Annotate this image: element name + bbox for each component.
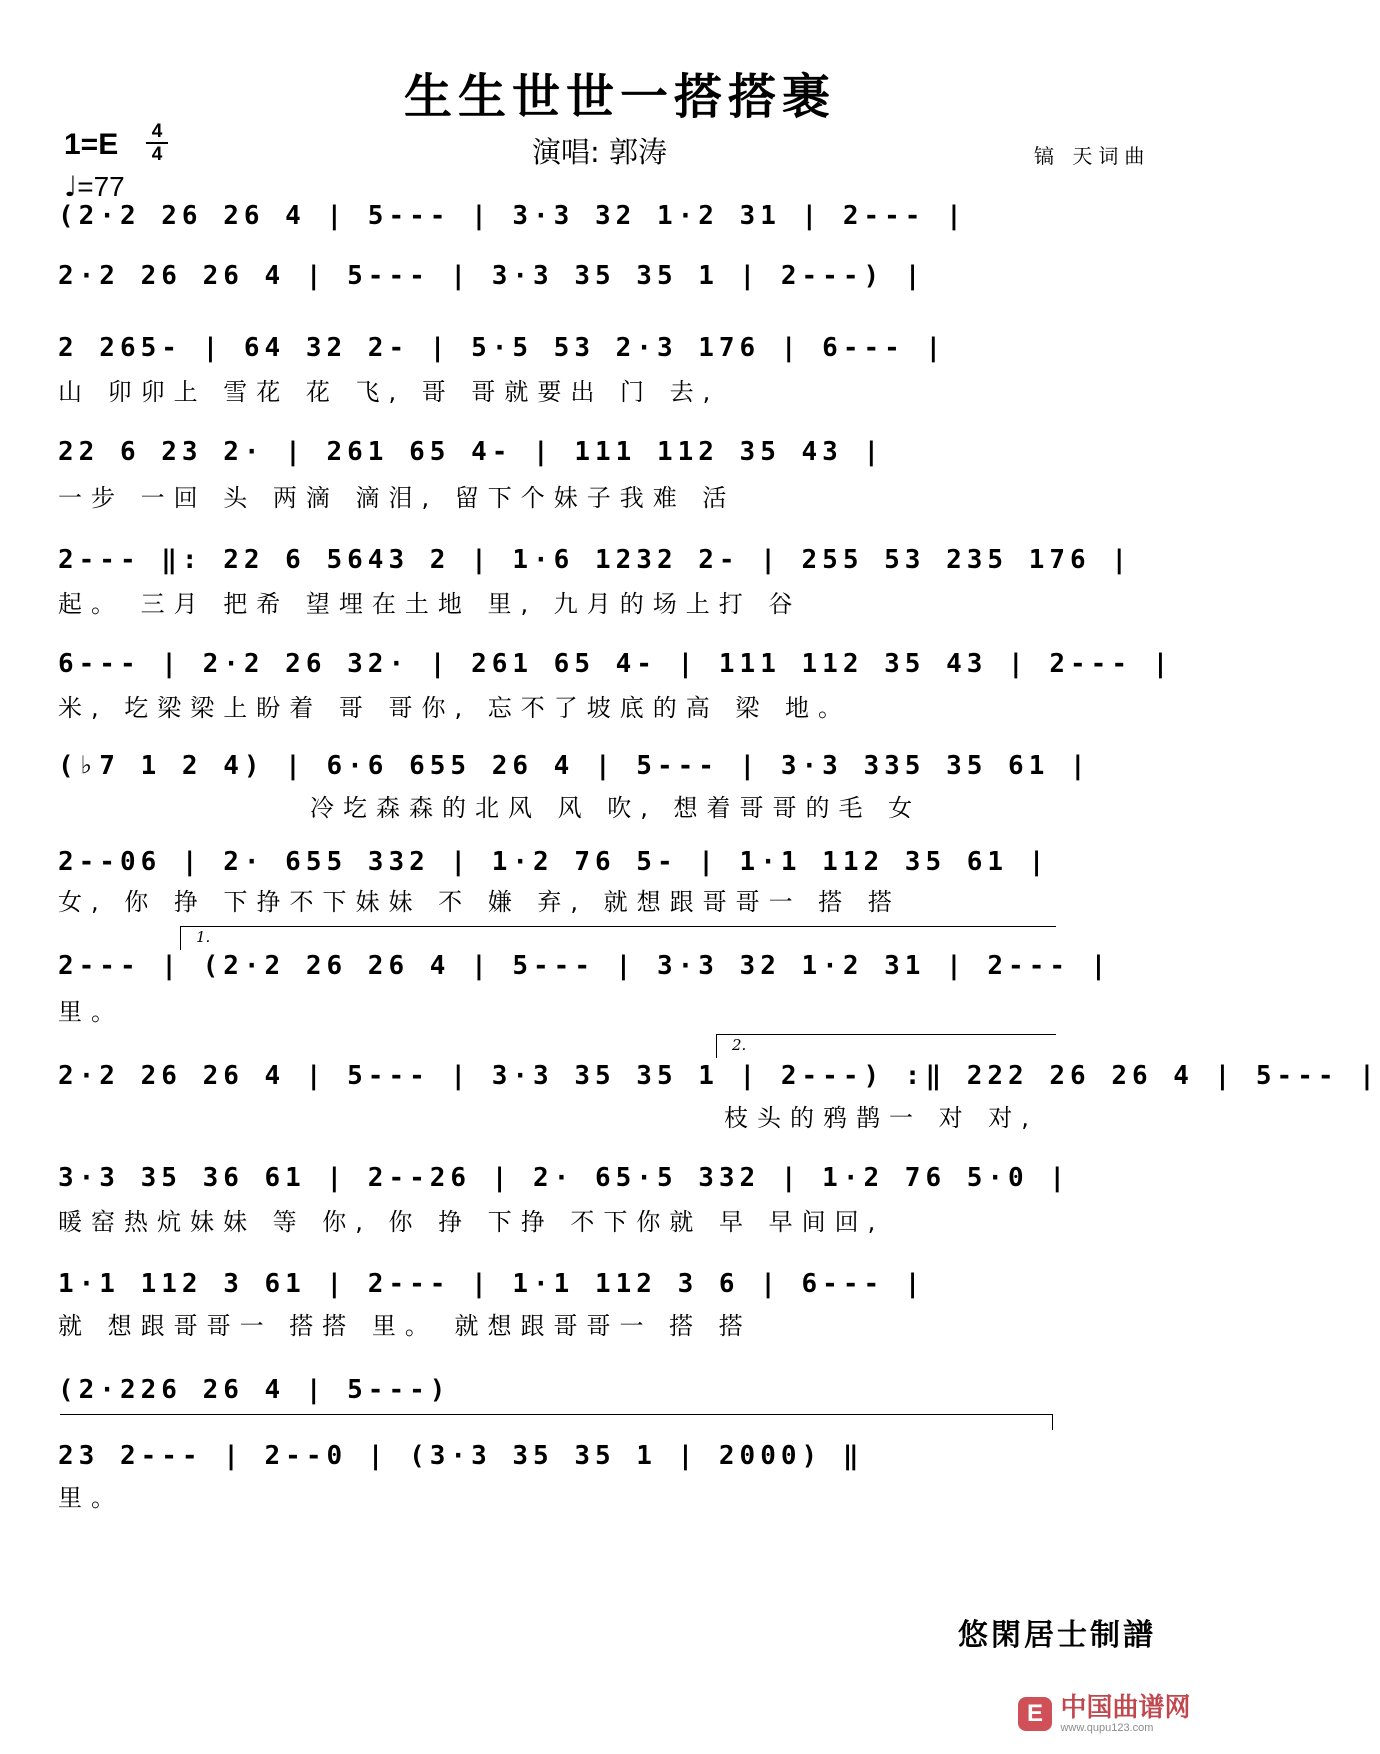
site-name: 中国曲谱网 — [1060, 1693, 1191, 1723]
site-watermark — [1018, 1694, 1190, 1734]
score-system-14: 23 2--- | 2--0 | (3·3 35 35 1 | 2000) ‖ — [58, 1441, 864, 1471]
lyrics-line-6: 米, 圪梁梁上盼着 哥 哥你, 忘不了坡底的高 梁 地。 — [58, 694, 852, 722]
time-signature-bottom: 4 — [151, 144, 163, 165]
ending-bracket-end — [1052, 1414, 1053, 1430]
song-title: 生生世世一搭搭裹 — [403, 69, 836, 125]
volta-2-label: 2. — [732, 1036, 747, 1054]
ending-bracket — [60, 1414, 1052, 1415]
tempo-value: =77 — [77, 171, 125, 202]
score-system-13: (2·226 26 4 | 5---) — [58, 1375, 451, 1405]
score-system-12: 1·1 112 3 61 | 2--- | 1·1 112 3 6 | 6--- | — [58, 1269, 926, 1299]
score-system-5: 2--- ‖: 22 6 5643 2 | 1·6 1232 2- | 255 53 235 176 | — [58, 545, 1132, 575]
score-system-9: 2--- | (2·2 26 26 4 | 5--- | 3·3 32 1·2 31 | 2--- | — [58, 951, 1112, 981]
quarter-note-icon: ♩ — [64, 170, 78, 203]
composer-credit: 镐 天词曲 — [1034, 144, 1151, 168]
score-system-4: 22 6 23 2· | 261 65 4- | 111 112 35 43 | — [58, 437, 885, 467]
score-system-3: 2 265- | 64 32 2- | 5·5 53 2·3 176 | 6--- | — [58, 333, 947, 363]
time-signature — [146, 122, 168, 164]
score-system-7: (♭7 1 2 4) | 6·6 655 26 4 | 5--- | 3·3 335 35 61 | — [58, 751, 1091, 781]
transcriber-signature: 悠閑居士制譜 — [958, 1618, 1156, 1653]
score-system-11: 3·3 35 36 61 | 2--26 | 2· 65·5 332 | 1·2 76 5·0 | — [58, 1163, 1071, 1193]
score-system-10: 2·2 26 26 4 | 5--- | 3·3 35 35 1 | 2---) :‖ 222 26 26 4 | 5--- | — [58, 1061, 1380, 1091]
lyrics-line-12: 就 想跟哥哥一 搭搭 里。 就想跟哥哥一 搭 搭 — [58, 1312, 752, 1340]
volta-1-label: 1. — [196, 928, 211, 946]
site-name-block — [1060, 1694, 1190, 1734]
site-logo-icon: E — [1018, 1697, 1052, 1731]
lyrics-line-8: 女, 你 挣 下挣不下妹妹 不 嫌 弃, 就想跟哥哥一 搭 搭 — [58, 888, 901, 916]
lyrics-line-11: 暖窑热炕妹妹 等 你, 你 挣 下挣 不下你就 早 早间回, — [58, 1208, 885, 1236]
score-system-2: 2·2 26 26 4 | 5--- | 3·3 35 35 1 | 2---) | — [58, 261, 926, 291]
score-system-1: (2·2 26 26 4 | 5--- | 3·3 32 1·2 31 | 2--- | — [58, 201, 967, 231]
time-signature-top: 4 — [151, 121, 163, 142]
singer-credit: 演唱: 郭涛 — [532, 135, 667, 169]
lyrics-line-3: 山 卯卯上 雪花 花 飞, 哥 哥就要出 门 去, — [58, 378, 720, 406]
lyrics-line-7: 冷圪森森的北风 风 吹, 想着哥哥的毛 女 — [310, 794, 922, 822]
score-system-6: 6--- | 2·2 26 32· | 261 65 4- | 111 112 35 43 | 2--- | — [58, 649, 1174, 679]
lyrics-line-10: 枝头的鸦鹊一 对 对, — [724, 1104, 1038, 1132]
score-system-8: 2--06 | 2· 655 332 | 1·2 76 5- | 1·1 112 35 61 | — [58, 847, 1050, 877]
lyrics-line-9: 里。 — [58, 998, 124, 1026]
site-url: www.qupu123.com — [1060, 1722, 1154, 1734]
lyrics-line-5: 起。 三月 把希 望埋在土地 里, 九月的场上打 谷 — [58, 590, 802, 618]
key-signature: 1=E — [64, 128, 119, 161]
volta-1-bracket — [180, 926, 1056, 927]
volta-2-bracket-start — [716, 1034, 717, 1058]
lyrics-line-4: 一步 一回 头 两滴 滴泪, 留下个妹子我难 活 — [58, 484, 736, 512]
volta-2-bracket — [716, 1034, 1056, 1035]
lyrics-line-14: 里。 — [58, 1484, 124, 1512]
